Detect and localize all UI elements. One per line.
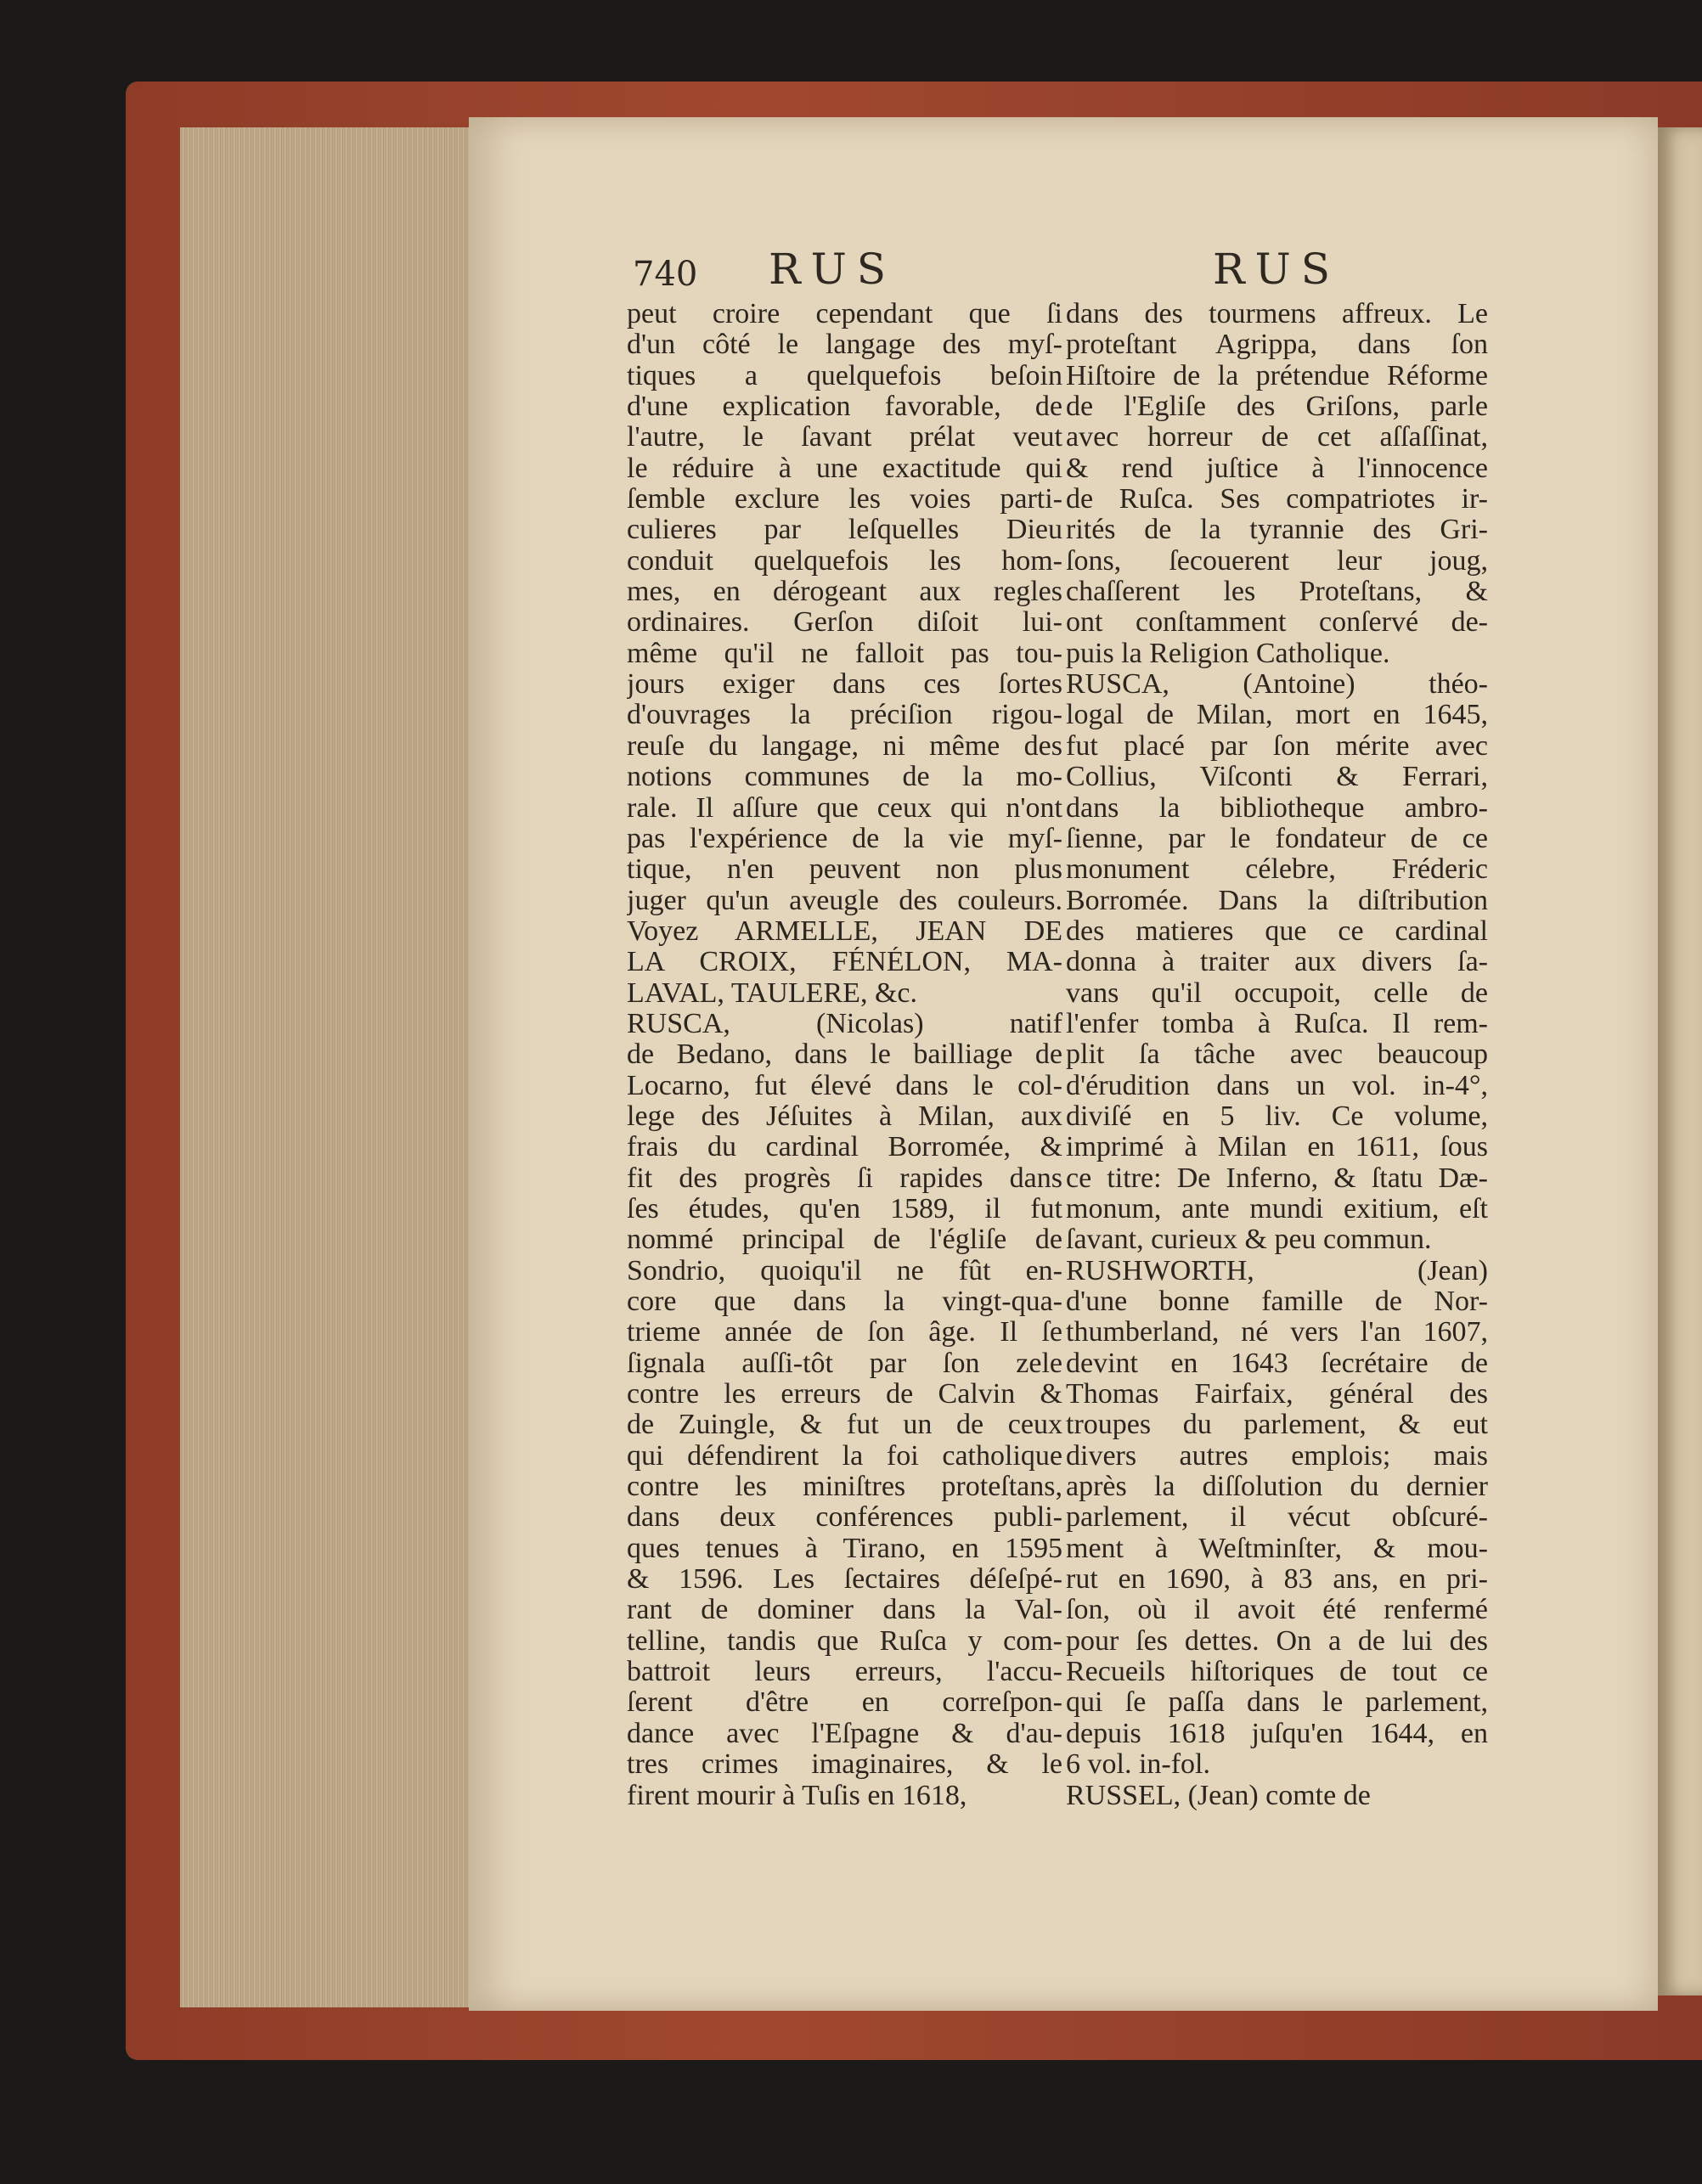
text-line: proteſtant Agrippa, dans ſon bbox=[1066, 329, 1488, 361]
text-line: Collius, Viſconti & Ferrari, bbox=[1066, 762, 1488, 793]
text-line: tres crimes imaginaires, & le bbox=[627, 1749, 1062, 1781]
text-line: ont conſtamment conſervé de- bbox=[1066, 607, 1488, 639]
text-line: dans des tourmens affreux. Le bbox=[1066, 299, 1488, 329]
text-line: de Ruſca. Ses compatriotes ir- bbox=[1066, 484, 1488, 515]
text-line: ſerent d'être en correſpon- bbox=[627, 1687, 1062, 1719]
text-line: Sondrio, quoiqu'il ne fût en- bbox=[627, 1255, 1062, 1286]
text-line: logal de Milan, mort en 1645, bbox=[1066, 700, 1488, 731]
text-line: LA CROIX, FÉNÉLON, MA- bbox=[627, 947, 1062, 978]
text-line: Voyez ARMELLE, JEAN DE bbox=[627, 915, 1062, 947]
text-line: ſemble exclure les voies parti- bbox=[627, 484, 1062, 515]
text-line: Hiſtoire de la prétendue Réforme bbox=[1066, 360, 1488, 391]
text-line: tique, n'en peuvent non plus bbox=[627, 854, 1062, 886]
text-line: rut en 1690, à 83 ans, en pri- bbox=[1066, 1564, 1488, 1596]
text-line: 6 vol. in-fol. bbox=[1066, 1749, 1210, 1781]
text-line: ques tenues à Tirano, en 1595 bbox=[627, 1533, 1062, 1564]
facing-page-edge bbox=[1658, 127, 1702, 1995]
text-line: donna à traiter aux divers ſa- bbox=[1066, 947, 1488, 978]
text-line: & 1596. Les ſectaires déſeſpé- bbox=[627, 1564, 1062, 1596]
text-line: qui défendirent la foi catholique bbox=[627, 1440, 1062, 1472]
text-line: ſavant, curieux & peu commun. bbox=[1066, 1224, 1432, 1256]
text-line: de Zuingle, & fut un de ceux bbox=[627, 1410, 1062, 1441]
text-line: fut placé par ſon mérite avec bbox=[1066, 730, 1488, 762]
page-edges bbox=[180, 127, 469, 2007]
text-line: puis la Religion Catholique. bbox=[1066, 638, 1390, 669]
text-line: tiques a quelquefois beſoin bbox=[627, 360, 1062, 391]
text-line: d'érudition dans un vol. in-4°, bbox=[1066, 1070, 1488, 1101]
right-text-column bbox=[1066, 299, 1488, 1811]
text-line: rale. Il aſſure que ceux qui n'ont bbox=[627, 792, 1062, 824]
text-line: RUSCA, (Nicolas) natif bbox=[627, 1008, 1062, 1039]
text-line: devint en 1643 ſecrétaire de bbox=[1066, 1348, 1488, 1379]
text-line: RUSCA, (Antoine) théo- bbox=[1066, 669, 1488, 701]
text-line: lege des Jéſuites à Milan, aux bbox=[627, 1100, 1062, 1132]
text-line: de l'Egliſe des Griſons, parle bbox=[1066, 391, 1488, 423]
text-line: nommé principal de l'égliſe de bbox=[627, 1224, 1062, 1256]
text-line: firent mourir à Tuſis en 1618, bbox=[627, 1780, 967, 1811]
text-line: ment à Weſtminſter, & mou- bbox=[1066, 1533, 1488, 1564]
text-line: dance avec l'Eſpagne & d'au- bbox=[627, 1718, 1062, 1749]
text-line: trieme année de ſon âge. Il ſe bbox=[627, 1317, 1062, 1348]
text-line: après la diſſolution du dernier bbox=[1066, 1472, 1488, 1503]
text-line: jours exiger dans ces ſortes bbox=[627, 669, 1062, 701]
text-line: qui ſe paſſa dans le parlement, bbox=[1066, 1687, 1488, 1719]
text-line: thumberland, né vers l'an 1607, bbox=[1066, 1317, 1488, 1348]
text-line: reuſe du langage, ni même des bbox=[627, 730, 1062, 762]
text-line: telline, tandis que Ruſca y com- bbox=[627, 1625, 1062, 1657]
text-line: le réduire à une exactitude qui bbox=[627, 453, 1062, 484]
text-line: Thomas Fairfaix, général des bbox=[1066, 1379, 1488, 1410]
text-line: peut croire cependant que ſi bbox=[627, 299, 1062, 329]
text-line: divers autres emplois; mais bbox=[1066, 1440, 1488, 1472]
text-line: RUSSEL, (Jean) comte de bbox=[1066, 1780, 1371, 1811]
text-line: des matieres que ce cardinal bbox=[1066, 915, 1488, 947]
text-line: l'autre, le ſavant prélat veut bbox=[627, 422, 1062, 453]
text-line: rités de la tyrannie des Gri- bbox=[1066, 515, 1488, 546]
text-line: d'un côté le langage des myſ- bbox=[627, 329, 1062, 361]
text-line: parlement, il vécut obſcuré- bbox=[1066, 1502, 1488, 1534]
text-line: pas l'expérience de la vie myſ- bbox=[627, 823, 1062, 854]
text-line: ſons, ſecouerent leur joug, bbox=[1066, 545, 1488, 577]
text-line: frais du cardinal Borromée, & bbox=[627, 1132, 1062, 1163]
text-line: rant de dominer dans la Val- bbox=[627, 1595, 1062, 1626]
text-line: fit des progrès ſi rapides dans bbox=[627, 1162, 1062, 1194]
text-line: & rend juſtice à l'innocence bbox=[1066, 453, 1488, 484]
text-line: diviſé en 5 liv. Ce volume, bbox=[1066, 1100, 1488, 1132]
text-line: battroit leurs erreurs, l'accu- bbox=[627, 1657, 1062, 1688]
text-line: ſignala auſſi-tôt par ſon zele bbox=[627, 1348, 1062, 1379]
text-line: conduit quelquefois les hom- bbox=[627, 545, 1062, 577]
text-line: de Bedano, dans le bailliage de bbox=[627, 1039, 1062, 1071]
running-head-right: RUS bbox=[1213, 245, 1341, 294]
text-line: vans qu'il occupoit, celle de bbox=[1066, 977, 1488, 1009]
text-line: ſienne, par le fondateur de ce bbox=[1066, 823, 1488, 854]
page-number: 740 bbox=[633, 255, 698, 294]
text-line: Recueils hiſtoriques de tout ce bbox=[1066, 1657, 1488, 1688]
text-line: d'ouvrages la préciſion rigou- bbox=[627, 700, 1062, 731]
text-line: pour ſes dettes. On a de lui des bbox=[1066, 1625, 1488, 1657]
text-line: LAVAL, TAULERE, &c. bbox=[627, 977, 917, 1009]
running-head-left: RUS bbox=[769, 245, 897, 294]
text-line: culieres par leſquelles Dieu bbox=[627, 515, 1062, 546]
text-line: Locarno, fut élevé dans le col- bbox=[627, 1070, 1062, 1101]
text-line: d'une bonne famille de Nor- bbox=[1066, 1286, 1488, 1317]
text-line: ſes études, qu'en 1589, il fut bbox=[627, 1193, 1062, 1224]
text-line: notions communes de la mo- bbox=[627, 762, 1062, 793]
text-line: ordinaires. Gerſon diſoit lui- bbox=[627, 607, 1062, 639]
text-line: dans la bibliotheque ambro- bbox=[1066, 792, 1488, 824]
left-text-column bbox=[627, 299, 1062, 1811]
text-line: mes, en dérogeant aux regles bbox=[627, 577, 1062, 608]
text-line: monum, ante mundi exitium, eſt bbox=[1066, 1193, 1488, 1224]
text-line: dans deux conférences publi- bbox=[627, 1502, 1062, 1534]
text-line: Borromée. Dans la diſtribution bbox=[1066, 885, 1488, 916]
text-line: contre les miniſtres proteſtans, bbox=[627, 1472, 1062, 1503]
text-line: ce titre: De Inferno, & ſtatu Dæ- bbox=[1066, 1162, 1488, 1194]
text-line: depuis 1618 juſqu'en 1644, en bbox=[1066, 1718, 1488, 1749]
text-line: ſon, où il avoit été renfermé bbox=[1066, 1595, 1488, 1626]
text-line: chaſſerent les Proteſtans, & bbox=[1066, 577, 1488, 608]
text-line: d'une explication favorable, de bbox=[627, 391, 1062, 423]
text-line: juger qu'un aveugle des couleurs. bbox=[627, 885, 1062, 916]
text-line: avec horreur de cet aſſaſſinat, bbox=[1066, 422, 1488, 453]
text-line: core que dans la vingt-qua- bbox=[627, 1286, 1062, 1317]
text-line: RUSHWORTH, (Jean) bbox=[1066, 1255, 1488, 1286]
text-line: contre les erreurs de Calvin & bbox=[627, 1379, 1062, 1410]
text-line: imprimé à Milan en 1611, ſous bbox=[1066, 1132, 1488, 1163]
text-line: plit ſa tâche avec beaucoup bbox=[1066, 1039, 1488, 1071]
text-line: même qu'il ne falloit pas tou- bbox=[627, 638, 1062, 669]
text-line: troupes du parlement, & eut bbox=[1066, 1410, 1488, 1441]
text-line: monument célebre, Fréderic bbox=[1066, 854, 1488, 886]
text-line: l'enfer tomba à Ruſca. Il rem- bbox=[1066, 1008, 1488, 1039]
